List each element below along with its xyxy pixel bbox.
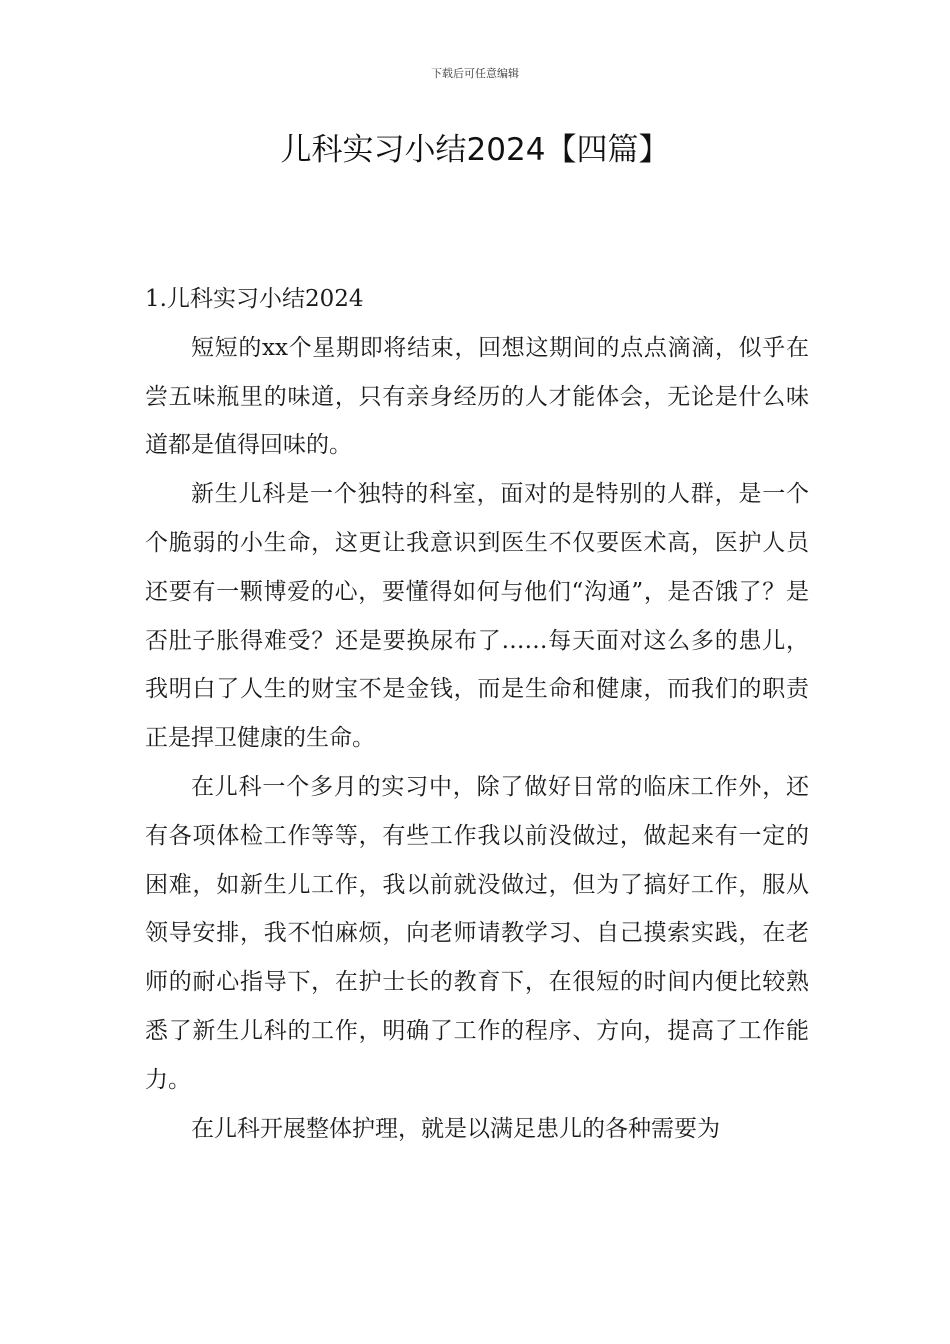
section-heading: 1.儿科实习小结2024 — [145, 286, 364, 312]
paragraph-2: 新生儿科是一个独特的科室，面对的是特别的人群，是一个个脆弱的小生命，这更让我意识到医生不仅要医术高，医护人员还要有一颗博爱的心，要懂得如何与他们“沟通”，是否饿了？是否肚子胀得难受？还是要换尿布了……每天面对这么多的患儿，我明白了人生的财宝不是金钱，而是生命和健康，而我们的职责正是捍卫健康的生命。 — [145, 481, 809, 752]
paragraph-4: 在儿科开展整体护理，就是以满足患儿的各种需要为 — [191, 1115, 720, 1142]
document-body — [145, 275, 809, 1153]
paragraph-1: 短短的xx个星期即将结束，回想这期间的点点滴滴，似乎在尝五味瓶里的味道，只有亲身经历的人才能体会，无论是什么味道都是值得回味的。 — [145, 334, 809, 459]
document-title: 儿科实习小结2024【四篇】 — [280, 132, 670, 168]
header-note: 下载后可任意编辑 — [431, 67, 519, 80]
paragraph-3: 在儿科一个多月的实习中，除了做好日常的临床工作外，还有各项体检工作等等，有些工作我以前没做过，做起来有一定的困难，如新生儿工作，我以前就没做过，但为了搞好工作，服从领导安排，我不怕麻烦，向老师请教学习、自己摸索实践，在老师的耐心指导下，在护士长的教育下，在很短的时间内便比较熟悉了新生儿科的工作，明确了工作的程序、方向，提高了工作能力。 — [145, 773, 809, 1093]
